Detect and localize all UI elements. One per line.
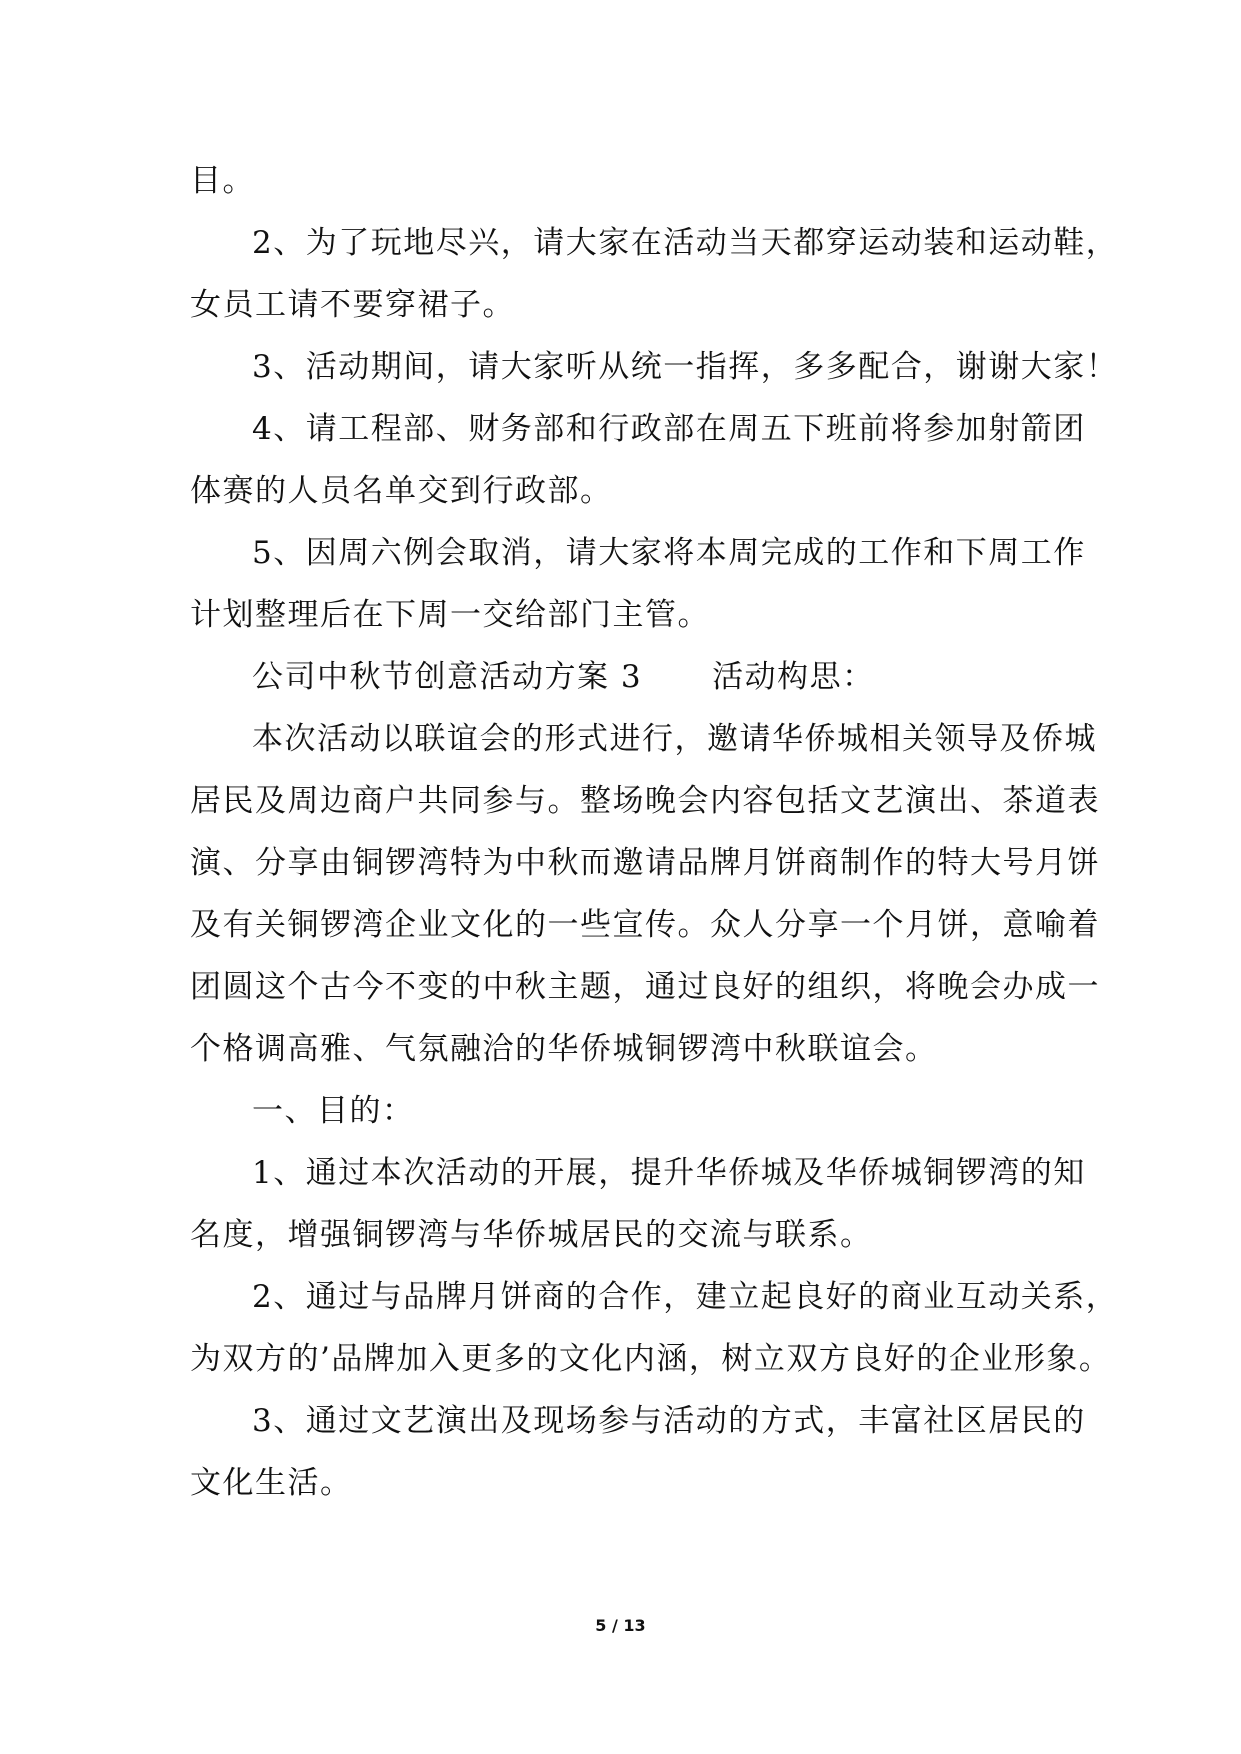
paragraph-line: 女员工请不要穿裙子。 <box>190 287 515 323</box>
paragraph-line: 名度，增强铜锣湾与华侨城居民的交流与联系。 <box>190 1217 873 1253</box>
paragraph-line: 4、请工程部、财务部和行政部在周五下班前将参加射箭团 <box>252 411 1086 447</box>
paragraph-line: 3、通过文艺演出及现场参与活动的方式，丰富社区居民的 <box>252 1403 1086 1439</box>
paragraph-line: 目。 <box>190 163 255 199</box>
paragraph-line: 3、活动期间，请大家听从统一指挥，多多配合，谢谢大家！ <box>252 349 1119 385</box>
paragraph-line: 1、通过本次活动的开展，提升华侨城及华侨城铜锣湾的知 <box>252 1155 1086 1191</box>
section-heading <box>190 646 1060 708</box>
page-number: 5 / 13 <box>595 1616 646 1635</box>
paragraph-line: 居民及周边商户共同参与。整场晚会内容包括文艺演出、茶道表 <box>190 783 1100 819</box>
paragraph-line: 个格调高雅、气氛融洽的华侨城铜锣湾中秋联谊会。 <box>190 1031 938 1067</box>
paragraph-line: 2、通过与品牌月饼商的合作，建立起良好的商业互动关系， <box>252 1279 1119 1315</box>
paragraph-line: 计划整理后在下周一交给部门主管。 <box>190 597 710 633</box>
paragraph-line: 2、为了玩地尽兴，请大家在活动当天都穿运动装和运动鞋， <box>252 225 1119 261</box>
paragraph-line: 5、因周六例会取消，请大家将本周完成的工作和下周工作 <box>252 535 1086 571</box>
paragraph-line: 及有关铜锣湾企业文化的一些宣传。众人分享一个月饼，意喻着 <box>190 907 1100 943</box>
heading-spacer <box>642 646 712 708</box>
activity-concept-label: 活动构思： <box>712 659 875 695</box>
paragraph-line: 为双方的’品牌加入更多的文化内涵，树立双方良好的企业形象。 <box>190 1341 1112 1377</box>
paragraph-line: 团圆这个古今不变的中秋主题，通过良好的组织，将晚会办成一 <box>190 969 1100 1005</box>
paragraph-line: 体赛的人员名单交到行政部。 <box>190 473 613 509</box>
plan-title: 公司中秋节创意活动方案 3 <box>252 659 643 695</box>
paragraph-line: 本次活动以联谊会的形式进行，邀请华侨城相关领导及侨城 <box>252 721 1097 757</box>
document-body <box>190 150 1119 1514</box>
paragraph-line: 演、分享由铜锣湾特为中秋而邀请品牌月饼商制作的特大号月饼 <box>190 845 1100 881</box>
section-heading: 一、目的： <box>252 1093 415 1129</box>
paragraph-line: 文化生活。 <box>190 1465 353 1501</box>
